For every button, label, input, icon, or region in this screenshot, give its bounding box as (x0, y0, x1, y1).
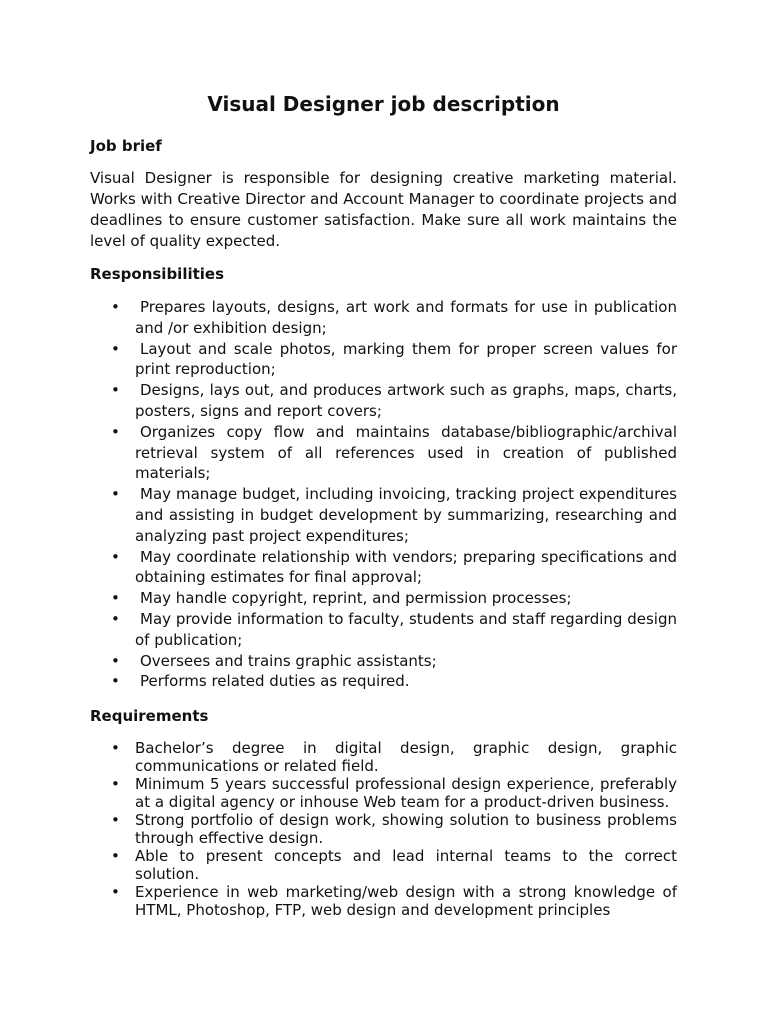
list-item-text: Bachelor’s degree in digital design, graphic design, graphic communications or related field. (135, 739, 677, 776)
job-brief-text: Visual Designer is responsible for designing creative marketing material. Works with Creative Director and Account Manager to coordinate projects and deadlines to ensure customer satisfaction. Make sure all work maintains the level of quality expected. (90, 169, 677, 250)
list-item-text: May handle copyright, reprint, and permission processes; (140, 589, 572, 608)
list-item-text: Oversees and trains graphic assistants; (140, 651, 437, 670)
list-item-text: Prepares layouts, designs, art work and formats for use in publication and /or exhibition design; (135, 298, 677, 337)
list-item-text: Able to present concepts and lead internal teams to the correct solution. (135, 847, 677, 884)
bullet-icon: • (111, 422, 120, 441)
list-item-text: Minimum 5 years successful professional design experience, preferably at a digital agency or inhouse Web team for a product-driven business. (135, 775, 677, 812)
bullet-icon: • (111, 381, 120, 400)
responsibilities-heading: Responsibilities (90, 265, 225, 283)
document-page (90, 88, 677, 919)
list-item (90, 297, 677, 339)
requirements-heading: Requirements (90, 707, 209, 726)
bullet-icon: • (111, 811, 120, 830)
list-item (90, 775, 677, 811)
list-item (90, 380, 677, 422)
bullet-icon: • (111, 739, 120, 758)
bullet-icon: • (111, 775, 120, 794)
list-item (90, 651, 677, 672)
list-item-text: Organizes copy flow and maintains database/bibliographic/archival retrieval system of all references used in creation of published materials; (135, 422, 677, 483)
list-item-text: Performs related duties as required. (140, 672, 410, 691)
bullet-icon: • (111, 609, 120, 628)
list-item (90, 547, 677, 589)
bullet-icon: • (111, 547, 120, 566)
list-item-text: May manage budget, including invoicing, tracking project expenditures and assisting in budget development by summarizing, researching and analyzing past project expenditures; (135, 485, 677, 545)
bullet-icon: • (111, 589, 120, 608)
list-item-text: Designs, lays out, and produces artwork such as graphs, maps, charts, posters, signs and report covers; (135, 381, 677, 420)
bullet-icon: • (111, 651, 120, 670)
list-item-text: Experience in web marketing/web design with a strong knowledge of HTML, Photoshop, FTP, web design and development principles (135, 883, 677, 920)
bullet-icon: • (111, 298, 120, 316)
bullet-icon: • (111, 485, 120, 504)
list-item-text: May provide information to faculty, students and staff regarding design of publication; (135, 609, 677, 649)
list-item (90, 671, 677, 692)
list-item (90, 847, 677, 883)
job-brief-heading: Job brief (90, 137, 162, 155)
list-item (90, 422, 677, 484)
list-item-text: Layout and scale photos, marking them for proper screen values for print reproduction; (135, 339, 677, 379)
list-item (90, 883, 677, 919)
document-title: Visual Designer job description (207, 92, 560, 116)
list-item (90, 484, 677, 546)
bullet-icon: • (111, 847, 120, 866)
bullet-icon: • (111, 339, 120, 358)
list-item (90, 811, 677, 847)
list-item (90, 588, 677, 609)
responsibilities-list (90, 297, 677, 692)
list-item (90, 609, 677, 651)
bullet-icon: • (111, 672, 120, 691)
bullet-icon: • (111, 883, 120, 902)
list-item (90, 739, 677, 775)
list-item (90, 339, 677, 381)
list-item-text: May coordinate relationship with vendors; preparing specifications and obtaining estimates for final approval; (135, 547, 677, 587)
requirements-list (90, 739, 677, 919)
list-item-text: Strong portfolio of design work, showing solution to business problems through effective design. (135, 811, 677, 848)
